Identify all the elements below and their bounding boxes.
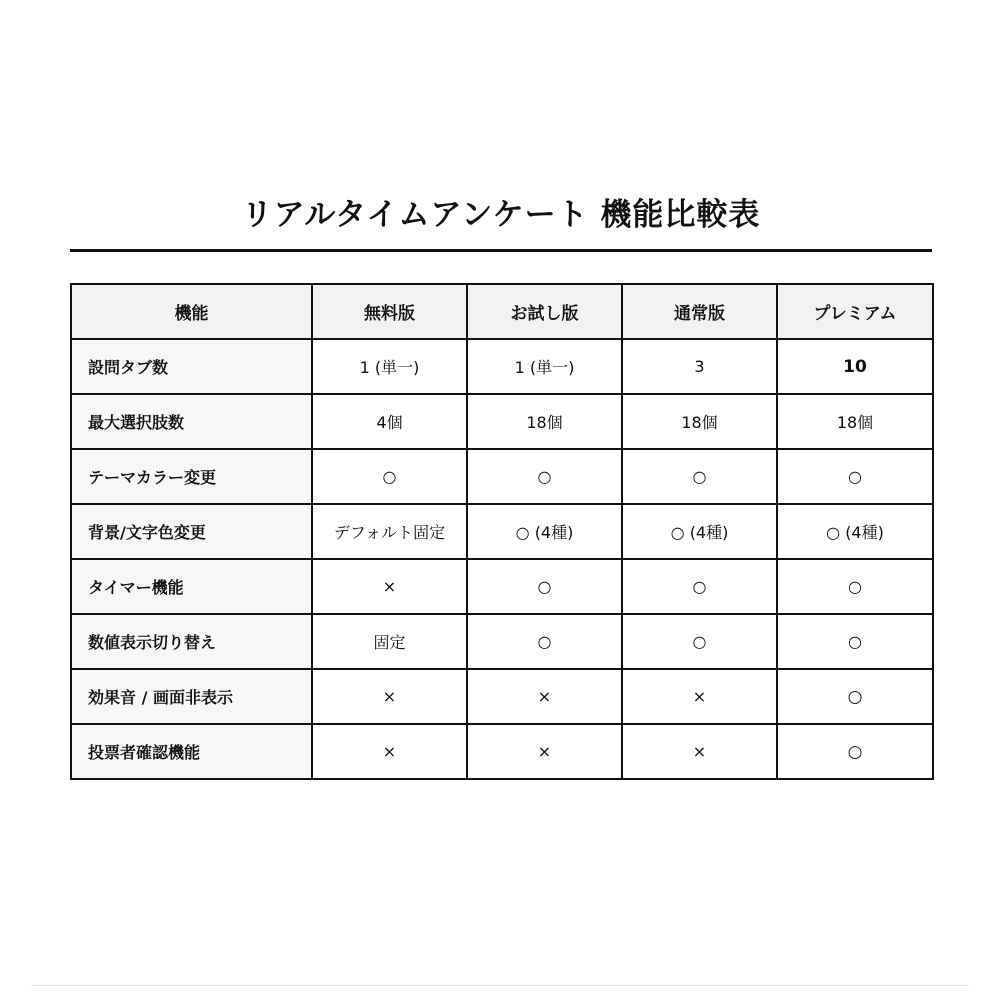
cell-standard: ○ — [622, 559, 777, 614]
cell-premium: ○ — [777, 724, 933, 779]
table-row — [71, 394, 933, 449]
cell-free: × — [312, 724, 467, 779]
table-row — [71, 449, 933, 504]
cell-trial: ○ — [467, 614, 622, 669]
header-feature: 機能 — [71, 284, 312, 339]
cell-premium: ○ (4種) — [777, 504, 933, 559]
cell-free: デフォルト固定 — [312, 504, 467, 559]
footer-divider — [30, 985, 970, 986]
page-title: リアルタイムアンケート 機能比較表 — [241, 197, 761, 233]
feature-name: 背景/文字色変更 — [71, 504, 312, 559]
cell-premium: 10 — [777, 339, 933, 394]
feature-name: 投票者確認機能 — [71, 724, 312, 779]
cell-standard: × — [622, 724, 777, 779]
header-row — [71, 284, 933, 339]
feature-name: 最大選択肢数 — [71, 394, 312, 449]
header-standard: 通常版 — [622, 284, 777, 339]
header-free: 無料版 — [312, 284, 467, 339]
cell-free: × — [312, 669, 467, 724]
cell-premium: ○ — [777, 669, 933, 724]
feature-name: 数値表示切り替え — [71, 614, 312, 669]
feature-name: 設問タブ数 — [71, 339, 312, 394]
cell-trial: ○ (4種) — [467, 504, 622, 559]
table-body — [71, 339, 933, 779]
cell-premium: ○ — [777, 614, 933, 669]
cell-free: × — [312, 559, 467, 614]
table-row — [71, 339, 933, 394]
table-row — [71, 504, 933, 559]
cell-trial: 1 (単一) — [467, 339, 622, 394]
table-row — [71, 559, 933, 614]
cell-free: 1 (単一) — [312, 339, 467, 394]
table-row — [71, 669, 933, 724]
cell-trial: 18個 — [467, 394, 622, 449]
feature-name: 効果音 / 画面非表示 — [71, 669, 312, 724]
header-trial: お試し版 — [467, 284, 622, 339]
table-row — [71, 724, 933, 779]
cell-standard: × — [622, 669, 777, 724]
cell-trial: × — [467, 724, 622, 779]
cell-standard: ○ (4種) — [622, 504, 777, 559]
cell-free: 固定 — [312, 614, 467, 669]
cell-trial: ○ — [467, 559, 622, 614]
title-underline — [70, 249, 932, 252]
cell-trial: ○ — [467, 449, 622, 504]
cell-standard: ○ — [622, 449, 777, 504]
cell-premium: ○ — [777, 449, 933, 504]
cell-free: ○ — [312, 449, 467, 504]
feature-name: タイマー機能 — [71, 559, 312, 614]
cell-free: 4個 — [312, 394, 467, 449]
cell-standard: 18個 — [622, 394, 777, 449]
table-row — [71, 614, 933, 669]
cell-premium: ○ — [777, 559, 933, 614]
cell-standard: ○ — [622, 614, 777, 669]
cell-premium: 18個 — [777, 394, 933, 449]
cell-trial: × — [467, 669, 622, 724]
cell-standard: 3 — [622, 339, 777, 394]
table-header — [71, 284, 933, 339]
feature-name: テーマカラー変更 — [71, 449, 312, 504]
comparison-table — [70, 283, 934, 780]
header-premium: プレミアム — [777, 284, 933, 339]
